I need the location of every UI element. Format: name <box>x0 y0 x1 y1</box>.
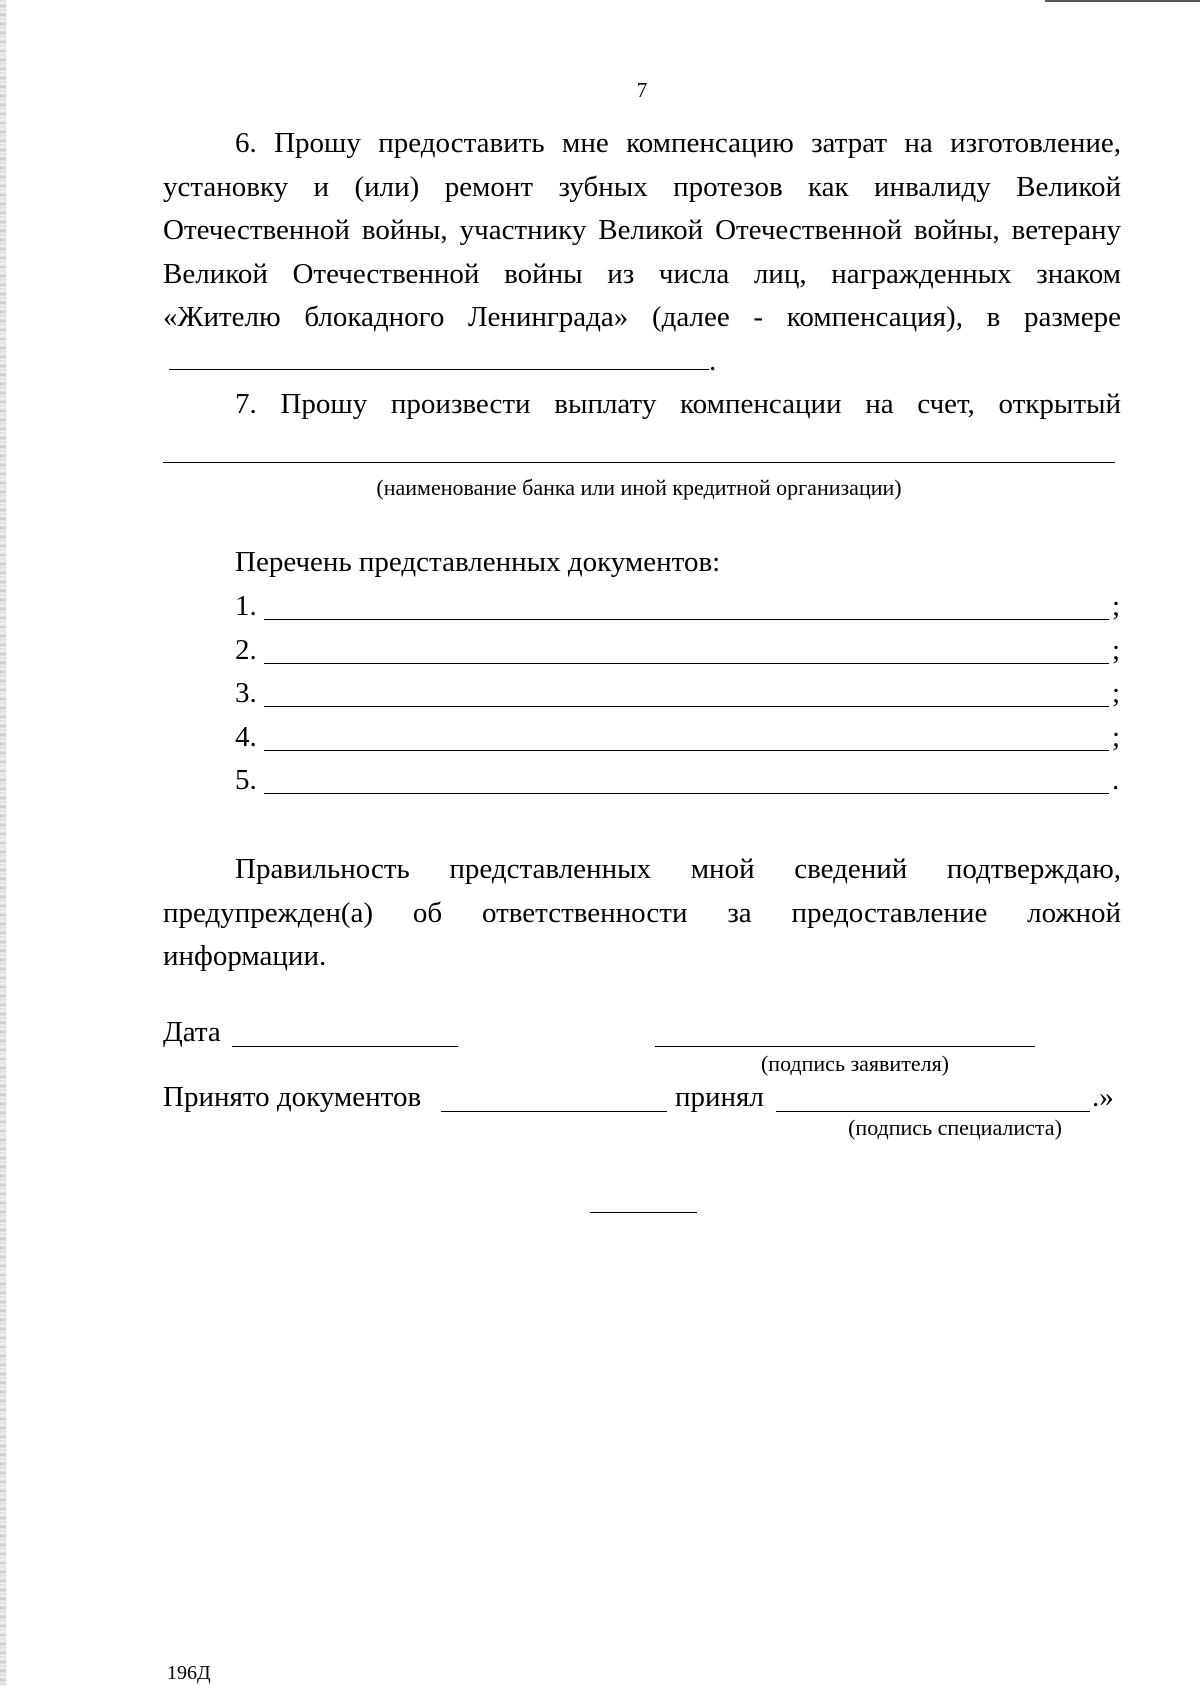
document-item-end: . <box>1112 764 1120 796</box>
footer-code: 196Д <box>167 1662 211 1684</box>
page-number: 7 <box>636 78 648 102</box>
document-item-number: 2. <box>235 633 257 666</box>
document-item-end: ; <box>1112 720 1121 753</box>
document-item-end: ; <box>1112 633 1121 666</box>
date-label: Дата <box>163 1016 221 1048</box>
confirmation-paragraph: Правильность представленных мной сведений подтверждаю, предупрежден(а) об ответственности за предоставление ложной информации. <box>163 853 1121 972</box>
accepted-documents-blank-line <box>441 1111 667 1112</box>
paragraph-6-end: . <box>709 344 717 377</box>
bank-blank-line <box>163 462 1115 463</box>
scan-edge <box>0 0 6 1686</box>
document-item <box>235 762 1125 806</box>
specialist-signature-caption: (подпись специалиста) <box>848 1115 1062 1140</box>
end-divider <box>590 1212 697 1213</box>
documents-list <box>235 588 1125 806</box>
received-line-end: .» <box>1092 1081 1114 1113</box>
applicant-signature-caption: (подпись заявителя) <box>760 1051 950 1076</box>
scan-edge-top <box>1045 0 1200 2</box>
applicant-signature-line <box>655 1046 1035 1047</box>
document-item <box>235 675 1125 719</box>
paragraph-7: 7. Прошу произвести выплату компенсации на счет, открытый <box>235 388 1121 420</box>
document-item-end: ; <box>1112 677 1121 709</box>
received-by-label: принял <box>675 1081 764 1113</box>
paragraph-6 <box>163 122 1121 383</box>
specialist-signature-line <box>776 1111 1090 1112</box>
document-item <box>235 719 1125 763</box>
document-blank-line <box>264 706 1109 707</box>
accepted-documents-label: Принято документов <box>163 1081 422 1113</box>
document-item-number: 3. <box>235 677 257 709</box>
documents-heading: Перечень представленных документов: <box>235 546 721 578</box>
document-item-number: 5. <box>235 764 257 796</box>
document-blank-line <box>264 663 1109 664</box>
document-item <box>235 632 1125 676</box>
document-blank-line <box>264 793 1109 794</box>
document-blank-line <box>264 750 1109 751</box>
paragraph-6-text: 6. Прошу предоставить мне компенсацию затрат на изготовление, установку и (или) ремонт зубных протезов как инвалиду Великой Отечественной войны, участнику Великой Отечественной войны, ветерану Великой Отечественной войны из числа лиц, награжденных знаком «Жителю блокадного Ленинграда» (далее - компенсация), в размере <box>163 127 1121 333</box>
document-item-number: 4. <box>235 720 257 753</box>
document-item-number: 1. <box>235 590 257 622</box>
amount-blank-line <box>169 343 709 370</box>
document-blank-line <box>264 619 1109 620</box>
document-item <box>235 588 1125 632</box>
bank-caption: (наименование банка или иной кредитной организации) <box>376 475 902 500</box>
document-item-end: ; <box>1112 590 1121 622</box>
date-blank-line <box>232 1046 458 1047</box>
